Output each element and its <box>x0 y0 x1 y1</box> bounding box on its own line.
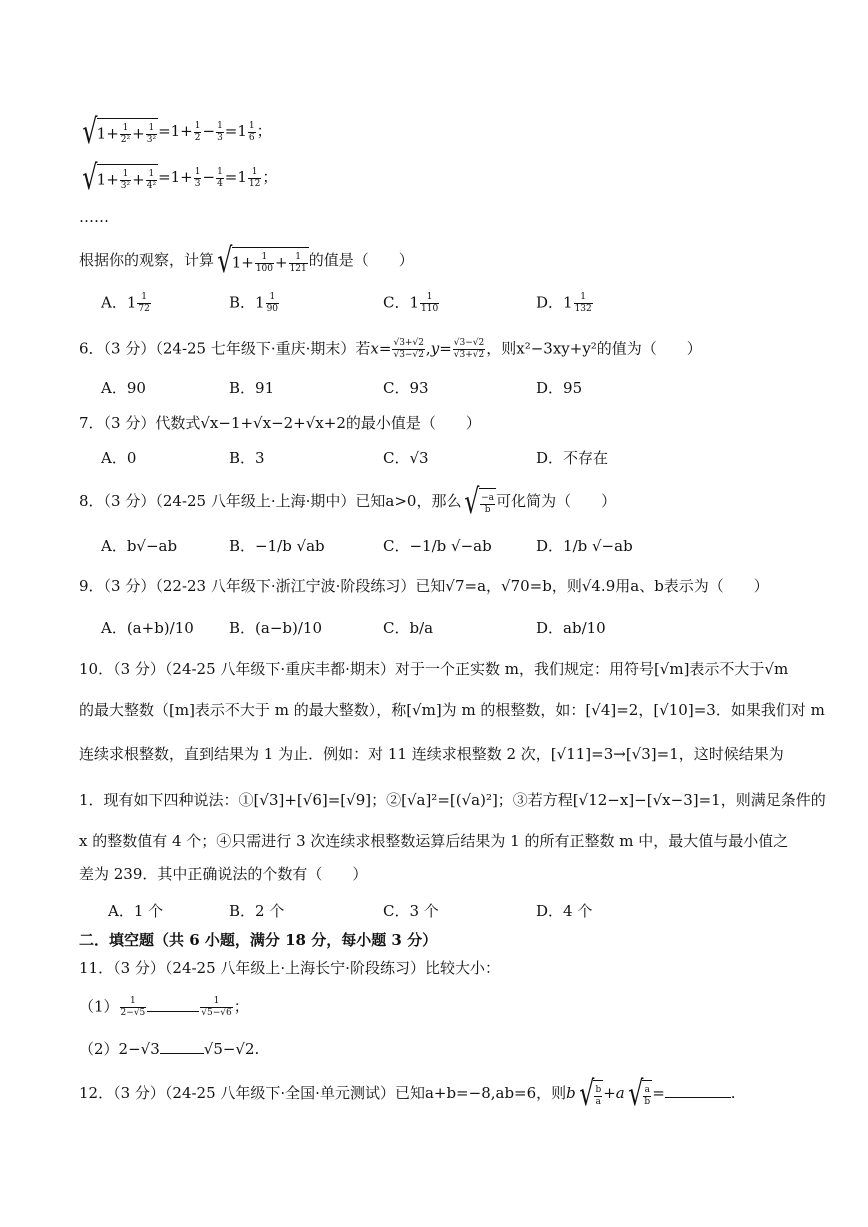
q5-ask-post: 的值是（ ） <box>308 251 414 269</box>
q5-option-b[interactable]: B．1 $\frac{1}{90}$ <box>229 292 279 314</box>
q8-head: 8．（3 分）（24-25 八年级上·上海·期中）已知a>0，那么 <box>79 492 462 510</box>
q11-p2-post: √5−√2. <box>203 1040 260 1058</box>
question-8-stem: 8．（3 分）（24-25 八年级上·上海·期中）已知a>0，那么√ $\frac{-a}{b}$ 可化简为（ ） <box>79 482 617 522</box>
q8-tail: 可化简为（ ） <box>496 492 617 510</box>
q7-option-b[interactable]: B．3 <box>229 449 265 467</box>
question-10-line-4: 1．现有如下四种说法：①[√3]+[√6]=[√9]；②[√a]²=[(√a)²]；③若方程[√12−x]−[√x−3]=1，则满足条件的 <box>79 791 826 809</box>
q9-option-b[interactable]: B．(a−b)/10 <box>229 619 322 637</box>
q8-option-c[interactable]: C．−1/b √−ab <box>383 537 492 555</box>
pattern-line-1: √1+ $\frac{1}{\text{2²}}$ + $\frac{1}{\text{3²}}$ =1+ $\frac{1}{2}$ − $\frac{1}{3}$ =1 $\frac{1}{6}$ ； <box>82 112 272 152</box>
ellipsis: …… <box>79 208 109 226</box>
q8-option-a[interactable]: A．b√−ab <box>101 537 178 555</box>
q7-option-c[interactable]: C．√3 <box>383 449 429 467</box>
section-2-heading: 二．填空题（共 6 小题，满分 18 分，每小题 3 分） <box>79 931 438 949</box>
question-10-line-2: 的最大整数（[m]表示不大于 m 的最大整数），称[√m]为 m 的根整数，如：[√4]=2，[√10]=3．如果我们对 m <box>79 701 825 719</box>
question-7-stem: 7．（3 分）代数式√x−1+√x−2+√x+2的最小值是（ ） <box>79 414 481 432</box>
question-10-line-5: x 的整数值有 4 个；④只需进行 3 次连续求根整数运算后结果为 1 的所有正整数 m 中，最大值与最小值之 <box>79 832 789 850</box>
q11-part-1: （1） $\frac{1}{2-√5}$ $\frac{1}{√5-√6}$ ； <box>79 996 249 1018</box>
q11-p2-pre: （2）2−√3 <box>79 1040 160 1058</box>
q8-option-d[interactable]: D．1/b √−ab <box>536 537 633 555</box>
q12-blank[interactable] <box>665 1097 731 1098</box>
question-6-stem: 6．（3 分）（24-25 七年级下·重庆·期末）若x= $\frac{√3+√2}{√3-√2}$ ,y= $\frac{√3-√2}{√3+√2}$ ，则x²−3xy+y²的值为（ ） <box>79 338 702 360</box>
q11-p1-end: ； <box>233 997 249 1016</box>
q10-option-d[interactable]: D．4 个 <box>536 902 593 920</box>
q8-option-b[interactable]: B．−1/b √ab <box>229 537 325 555</box>
q6-option-d[interactable]: D．95 <box>536 379 583 397</box>
question-10-line-3: 连续求根整数，直到结果为 1 为止．例如：对 11 连续求根整数 2 次，[√11]=3→[√3]=1，这时候结果为 <box>79 745 784 763</box>
q7-option-d[interactable]: D．不存在 <box>536 449 609 467</box>
question-11-stem: 11．（3 分）（24-25 八年级上·上海长宁·阶段练习）比较大小： <box>79 959 500 977</box>
q6-tail: ，则x²−3xy+y²的值为（ ） <box>486 339 702 358</box>
q5-option-c[interactable]: C．1 $\frac{1}{110}$ <box>383 292 439 314</box>
question-5-stem: 根据你的观察，计算√1+ $\frac{1}{100}$ + $\frac{1}{121}$ 的值是（ ） <box>79 241 414 281</box>
q7-option-a[interactable]: A．0 <box>101 449 137 467</box>
q12-tail: . <box>730 1084 736 1102</box>
q12-head: 12．（3 分）（24-25 八年级下·全国·单元测试）已知a+b=−8,ab=6，则 <box>79 1084 567 1102</box>
q6-head: 6．（3 分）（24-25 七年级下·重庆·期末）若 <box>79 339 371 358</box>
q11-p1-blank[interactable] <box>147 1011 199 1012</box>
q5-ask-pre: 根据你的观察，计算 <box>79 251 215 269</box>
question-9-stem: 9．（3 分）（22-23 八年级下·浙江宁波·阶段练习）已知√7=a，√70=b，则√4.9用a、b表示为（ ） <box>79 577 769 595</box>
q10-option-c[interactable]: C．3 个 <box>383 902 439 920</box>
q10-option-b[interactable]: B．2 个 <box>229 902 285 920</box>
question-12-stem: 12．（3 分）（24-25 八年级下·全国·单元测试）已知a+b=−8,ab=6，则b√ $\frac{b}{a}$ +a√ $\frac{a}{b}$ = . <box>79 1074 736 1114</box>
q11-part-2 <box>79 1039 259 1059</box>
q5-option-a[interactable]: A．1 $\frac{1}{72}$ <box>101 292 150 314</box>
q6-option-b[interactable]: B．91 <box>229 379 275 397</box>
q6-option-a[interactable]: A．90 <box>101 379 146 397</box>
q9-option-d[interactable]: D．ab/10 <box>536 619 606 637</box>
q10-option-a[interactable]: A．1 个 <box>108 902 164 920</box>
pattern-line-2: √1+ $\frac{1}{\text{3²}}$ + $\frac{1}{\text{4²}}$ =1+ $\frac{1}{3}$ − $\frac{1}{4}$ =1 $\frac{1}{12}$ ； <box>82 158 278 198</box>
q11-p1-label: （1） <box>79 997 119 1016</box>
q9-option-c[interactable]: C．b/a <box>383 619 434 637</box>
q5-option-d[interactable]: D．1 $\frac{1}{132}$ <box>536 292 592 314</box>
q11-p2-blank[interactable] <box>160 1053 204 1054</box>
question-10-line-1: 10．（3 分）（24-25 八年级下·重庆丰都·期末）对于一个正实数 m，我们规定：用符号[√m]表示不大于√m <box>79 660 789 678</box>
q9-option-a[interactable]: A．(a+b)/10 <box>101 619 194 637</box>
q6-option-c[interactable]: C．93 <box>383 379 429 397</box>
question-10-line-6: 差为 239．其中正确说法的个数有（ ） <box>79 865 368 883</box>
